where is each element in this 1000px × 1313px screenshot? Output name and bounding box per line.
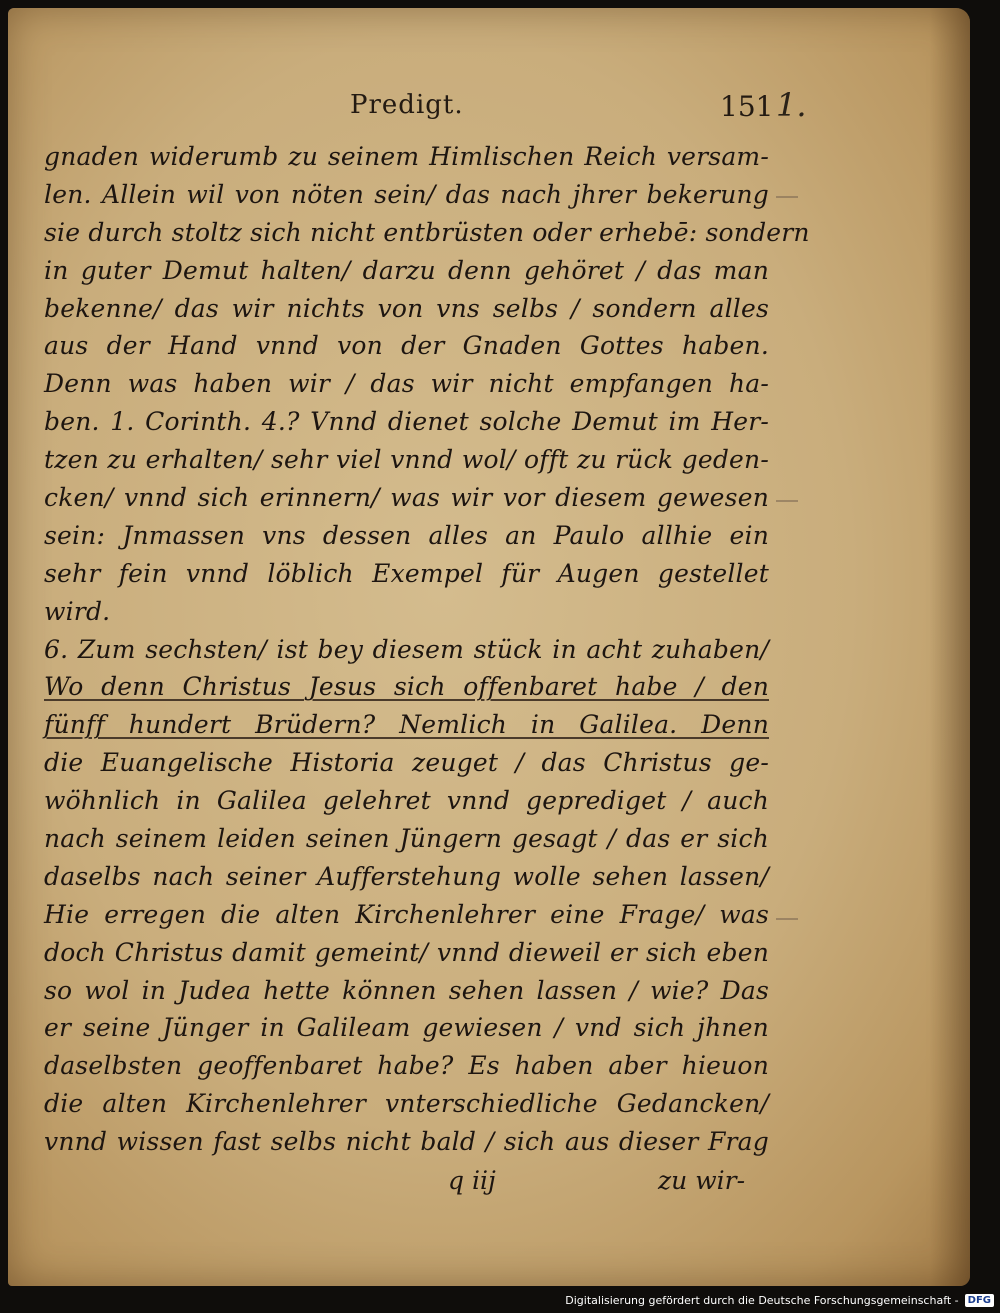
footer-credit-bar xyxy=(565,1291,994,1309)
dfg-logo: DFG xyxy=(965,1294,994,1307)
text-line: 6. Zum sechsten/ ist bey diesem stück in acht zuhaben/ xyxy=(44,634,769,664)
text-line: bekenne/ das wir nichts von vns selbs / sondern alles xyxy=(44,293,769,323)
text-line: wird. xyxy=(44,596,111,626)
text-line: sein: Jnmassen vns dessen alles an Paulo allhie ein xyxy=(44,520,769,550)
text-line: aus der Hand vnnd von der Gnaden Gottes haben. xyxy=(44,331,769,361)
page-number: 151 xyxy=(720,90,774,123)
text-line: Hie erregen die alten Kirchenlehrer eine Frage/ was xyxy=(44,899,769,929)
signature-mark: q iij xyxy=(448,1166,496,1195)
marginal-handwritten-number: 1. xyxy=(776,86,807,124)
text-line: cken/ vnnd sich erinnern/ was wir vor diesem gewesen xyxy=(44,483,769,513)
funding-credit: Digitalisierung gefördert durch die Deutsche Forschungsgemeinschaft - xyxy=(565,1293,959,1307)
text-line: die alten Kirchenlehrer vnterschiedliche Gedancken/ xyxy=(44,1089,769,1119)
pencil-mark xyxy=(776,196,798,198)
text-line: Denn was haben wir / das wir nicht empfangen ha- xyxy=(44,369,769,399)
text-line: sehr fein vnnd löblich Exempel für Augen gestellet xyxy=(44,558,769,588)
text-line: so wol in Judea hette können sehen lassen / wie? Das xyxy=(44,975,769,1005)
text-block xyxy=(44,138,810,1161)
text-line: len. Allein wil von nöten sein/ das nach jhrer bekerung xyxy=(44,179,769,209)
text-line: er seine Jünger in Galileam gewiesen / vnd sich jhnen xyxy=(44,1013,769,1043)
text-line: ben. 1. Corinth. 4.? Vnnd dienet solche Demut im Her- xyxy=(44,407,769,437)
text-line: tzen zu erhalten/ sehr viel vnnd wol/ offt zu rück geden- xyxy=(44,445,769,475)
pencil-mark xyxy=(776,500,798,502)
text-line: in guter Demut halten/ darzu denn gehöret / das man xyxy=(44,255,769,285)
text-line: fünff hundert Brüdern? Nemlich in Galilea. Denn xyxy=(44,710,769,740)
text-line: die Euangelische Historia zeuget / das Christus ge- xyxy=(44,748,769,778)
custos: zu wir- xyxy=(658,1166,746,1195)
book-page xyxy=(8,8,970,1286)
pencil-mark xyxy=(776,918,798,920)
page-edge-shadow xyxy=(930,8,970,1286)
text-line: vnnd wissen fast selbs nicht bald / sich aus dieser Frag xyxy=(44,1127,769,1157)
page-header xyxy=(8,86,970,130)
text-line: Wo denn Christus Jesus sich offenbaret habe / den xyxy=(44,672,769,702)
margin-pencil-marks xyxy=(776,158,800,1158)
running-title: Predigt. xyxy=(350,90,464,120)
text-line: sie durch stoltz sich nicht entbrüsten oder erhebē: sondern xyxy=(44,217,810,247)
text-line: daselbs nach seiner Aufferstehung wolle sehen lassen/ xyxy=(44,861,769,891)
text-line: wöhnlich in Galilea gelehret vnnd geprediget / auch xyxy=(44,786,769,816)
text-line: doch Christus damit gemeint/ vnnd dieweil er sich eben xyxy=(44,937,769,967)
text-line: daselbsten geoffenbaret habe? Es haben aber hieuon xyxy=(44,1051,769,1081)
text-line: gnaden widerumb zu seinem Himlischen Reich versam- xyxy=(44,142,769,171)
text-line: nach seinem leiden seinen Jüngern gesagt / das er sich xyxy=(44,824,769,854)
catchword-line xyxy=(8,1166,970,1206)
